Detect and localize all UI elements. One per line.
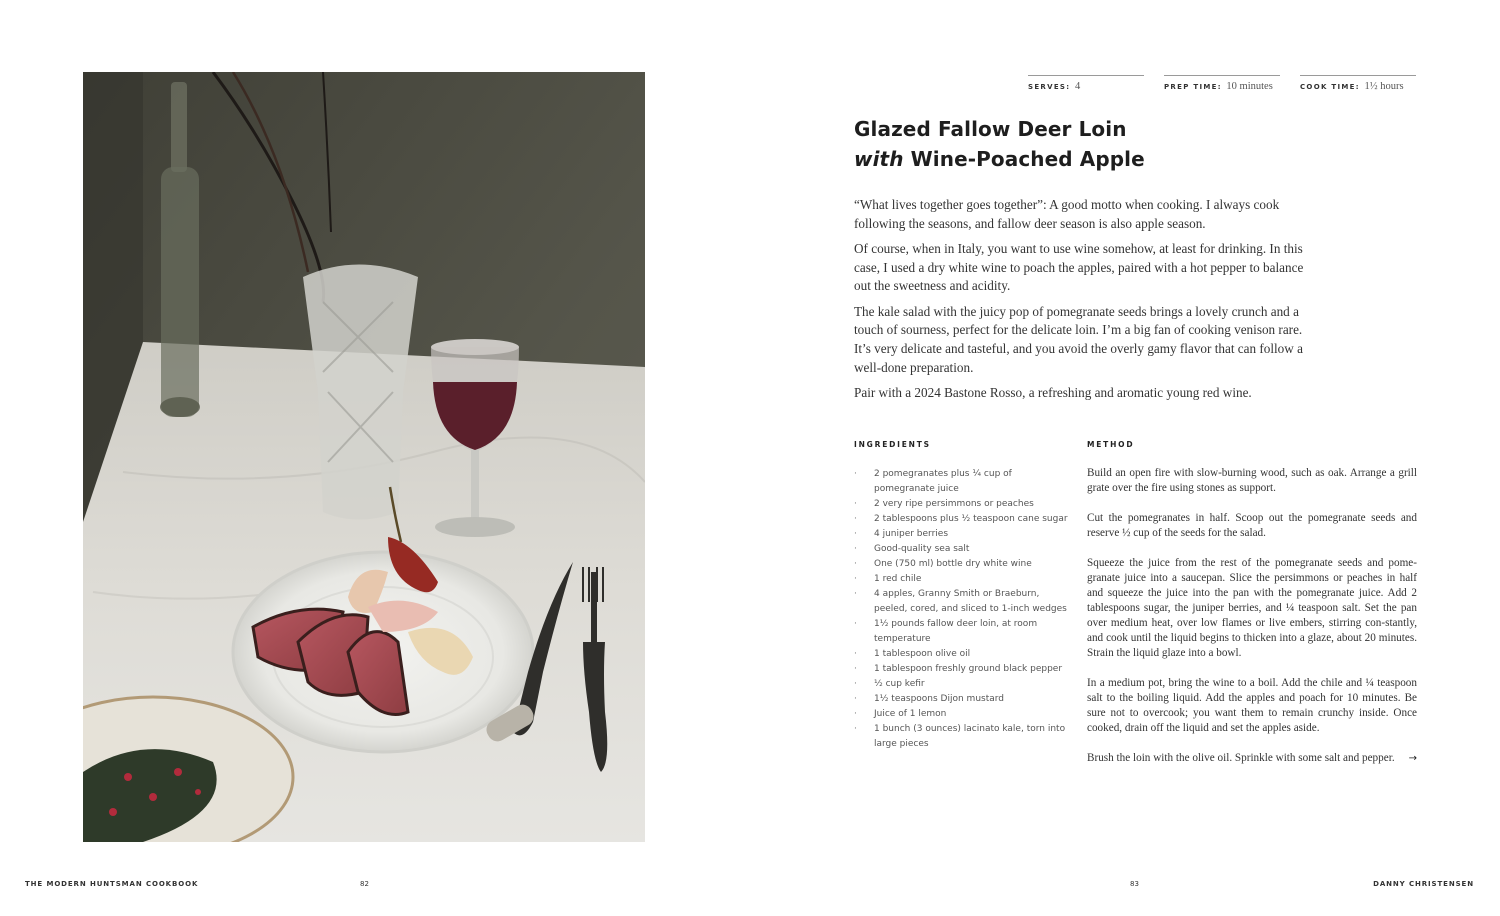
bullet-icon: · xyxy=(854,514,857,524)
bullet-icon: · xyxy=(854,694,857,704)
footer-page-number-right: 83 xyxy=(1130,880,1139,888)
recipe-title-line2: Wine-Poached Apple xyxy=(910,147,1145,171)
recipe-photo xyxy=(83,72,645,842)
meta-cook-time-label: COOK TIME: xyxy=(1300,83,1360,91)
bullet-icon: · xyxy=(854,649,857,659)
meta-prep-time-value: 10 minutes xyxy=(1226,81,1273,92)
ingredient-item xyxy=(854,722,1069,752)
recipe-intro xyxy=(854,196,1304,409)
ingredient-item xyxy=(854,542,1069,557)
ingredient-text: 1 tablespoon olive oil xyxy=(874,649,971,659)
intro-paragraph: Of course, when in Italy, you want to use wine somehow, at least for drinking. In this case, I used a dry white wine to poach the apples, paired with a hot pepper to balance out the sweetness and acidity. xyxy=(854,240,1304,294)
ingredient-text: 2 tablespoons plus ½ teaspoon cane sugar xyxy=(874,514,1068,524)
recipe-title xyxy=(854,114,1145,174)
method-step: Cut the pomegranates in half. Scoop out the pomegranate seeds and reserve ½ cup of the seeds for the salad. xyxy=(1087,512,1417,539)
method-step: Squeeze the juice from the rest of the pomegranate seeds and pome-granate juice into a saucepan. Slice the persimmons or peaches in half and squeeze the juice into the pan with the pomegranate juice. Add 2 tablespoons sugar, the juniper berries, and ¼ teaspoon salt. Set the pan over medium heat, over low flames or live embers, stirring con-stantly, and cook until the liquid begins to thicken into a glaze, about 20 minutes. Strain the liquid glaze into a bowl. xyxy=(1087,557,1417,659)
meta-serves-value: 4 xyxy=(1074,81,1081,92)
ingredient-item xyxy=(854,677,1069,692)
ingredient-item xyxy=(854,467,1069,497)
ingredient-text: ½ cup kefir xyxy=(874,679,925,689)
ingredient-text: 2 very ripe persimmons or peaches xyxy=(874,499,1034,509)
ingredient-item xyxy=(854,647,1069,662)
ingredient-text: 1½ pounds fallow deer loin, at room temperature xyxy=(874,619,1038,644)
meta-cook-time-value: 1½ hours xyxy=(1364,81,1404,92)
intro-paragraph: The kale salad with the juicy pop of pomegranate seeds brings a lovely crunch and a touch of sourness, perfect for the delicate loin. I’m a big fan of cooking venison rare. It’s very delicate and tasteful, and you avoid the overly gamy flavor that can follow a well-done preparation. xyxy=(854,303,1303,375)
meta-cook-time xyxy=(1300,75,1416,92)
ingredient-text: 1 tablespoon freshly ground black pepper xyxy=(874,664,1063,674)
ingredient-item xyxy=(854,572,1069,587)
footer-book-title: THE MODERN HUNTSMAN COOKBOOK xyxy=(25,880,199,888)
footer-page-number-left: 82 xyxy=(360,880,369,888)
method-step: In a medium pot, bring the wine to a boil. Add the chile and ¼ teaspoon salt to the boiling liquid. Add the apples and poach for 10 minutes. Be sure not to overcook; you want them to remain crunchy inside. Once cooked, drain off the liquid and set the apples aside. xyxy=(1087,677,1417,734)
ingredient-item xyxy=(854,707,1069,722)
meta-serves-label: SERVES: xyxy=(1028,83,1071,91)
ingredient-text: 4 apples, Granny Smith or Braeburn, peeled, cored, and sliced to 1-inch wedges xyxy=(874,589,1067,614)
ingredient-item xyxy=(854,662,1069,677)
meta-prep-time-label: PREP TIME: xyxy=(1164,83,1222,91)
ingredient-item xyxy=(854,587,1069,617)
bullet-icon: · xyxy=(854,664,857,674)
intro-paragraph: Pair with a 2024 Bastone Rosso, a refreshing and aromatic young red wine. xyxy=(854,384,1252,400)
ingredient-item xyxy=(854,617,1069,647)
ingredient-text: 1½ teaspoons Dijon mustard xyxy=(874,694,1005,704)
ingredients-list xyxy=(854,467,1069,752)
ingredients-heading: INGREDIENTS xyxy=(854,440,931,449)
bullet-icon: · xyxy=(854,724,857,734)
ingredient-item xyxy=(854,527,1069,542)
method-heading: METHOD xyxy=(1087,440,1135,449)
recipe-title-line1: Glazed Fallow Deer Loin xyxy=(854,117,1127,141)
ingredient-item xyxy=(854,512,1069,527)
bullet-icon: · xyxy=(854,469,857,479)
method-step-text: Brush the loin with the olive oil. Sprinkle with some salt and pepper. xyxy=(1087,752,1395,764)
ingredient-text: 1 bunch (3 ounces) lacinato kale, torn into large pieces xyxy=(874,724,1066,749)
ingredient-text: One (750 ml) bottle dry white wine xyxy=(874,559,1032,569)
photo-illustration xyxy=(83,72,645,842)
bullet-icon: · xyxy=(854,529,857,539)
ingredient-item xyxy=(854,497,1069,512)
bullet-icon: · xyxy=(854,619,857,629)
bullet-icon: · xyxy=(854,589,857,599)
recipe-meta xyxy=(1028,75,1416,92)
ingredient-text: 4 juniper berries xyxy=(874,529,949,539)
ingredient-text: Good-quality sea salt xyxy=(874,544,970,554)
intro-paragraph: “What lives together goes together”: A good motto when cooking. I always cook following the seasons, and fallow deer season is also apple season. xyxy=(854,197,1280,231)
bullet-icon: · xyxy=(854,574,857,584)
method-step: Build an open fire with slow-burning wood, such as oak. Arrange a grill grate over the fire using stones as support. xyxy=(1087,467,1417,494)
ingredient-item xyxy=(854,692,1069,707)
ingredient-text: Juice of 1 lemon xyxy=(874,709,947,719)
method-step xyxy=(1087,751,1417,766)
bullet-icon: · xyxy=(854,709,857,719)
recipe-title-with: with xyxy=(854,147,904,171)
ingredient-text: 1 red chile xyxy=(874,574,922,584)
footer-author: DANNY CHRISTENSEN xyxy=(1373,880,1474,888)
bullet-icon: · xyxy=(854,499,857,509)
bullet-icon: · xyxy=(854,559,857,569)
ingredient-item xyxy=(854,557,1069,572)
bullet-icon: · xyxy=(854,544,857,554)
method-steps xyxy=(1087,466,1417,781)
bullet-icon: · xyxy=(854,679,857,689)
meta-prep-time xyxy=(1164,75,1280,92)
continue-arrow-icon: → xyxy=(1408,753,1417,764)
ingredient-text: 2 pomegranates plus ¼ cup of pomegranate juice xyxy=(874,469,1012,494)
meta-serves xyxy=(1028,75,1144,92)
